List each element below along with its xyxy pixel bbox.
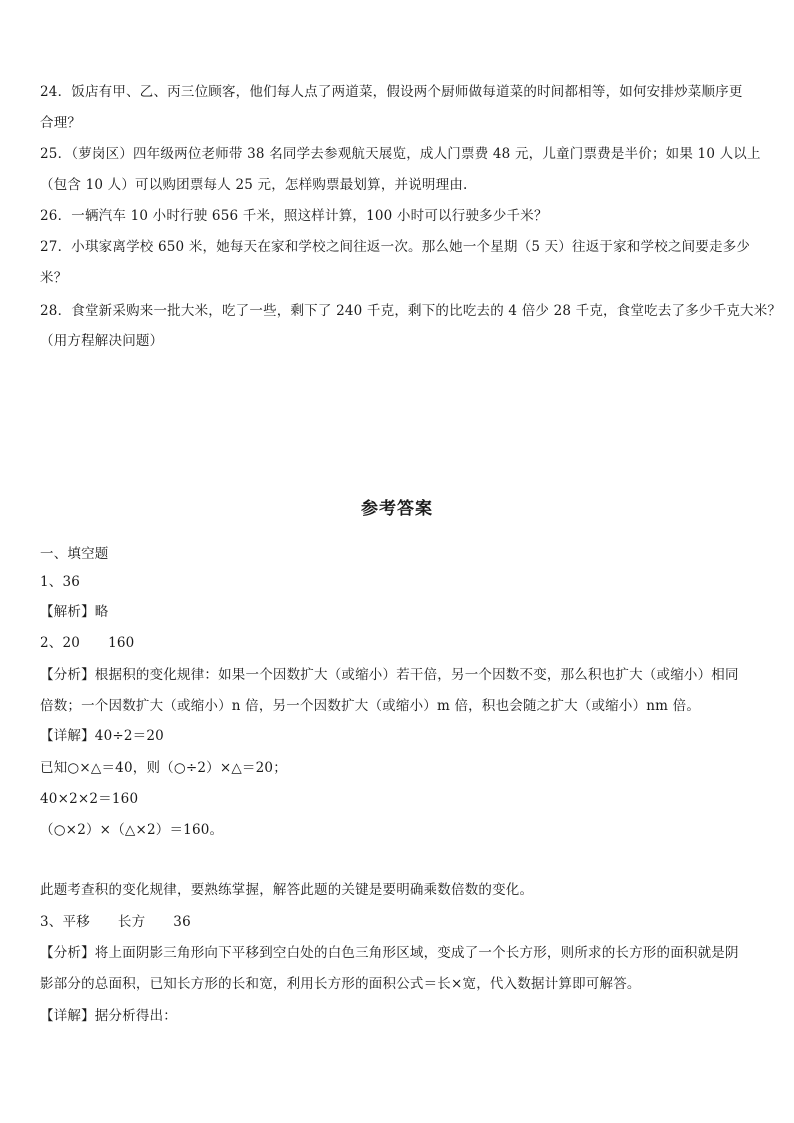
answer-key-title: 参考答案 <box>361 499 433 519</box>
answer-2-detail-line-4: （○×2）×（△×2）＝160。 <box>40 822 224 838</box>
answer-2-detail-line-3: 40×2×2＝160 <box>40 791 139 807</box>
answer-2-value-2: 160 <box>108 635 135 651</box>
answer-1-analysis: 【解析】略 <box>40 604 109 620</box>
question-25-line-1: 25．（萝岗区）四年级两位老师带 38 名同学去参观航天展览，成人门票费 48 元，儿童门票费是半价；如果 10 人以上 <box>40 146 761 162</box>
answer-2-detail-line-2: 已知○×△＝40，则（○÷2）×△＝20； <box>40 760 287 776</box>
answer-3-analysis-line-2: 影部分的总面积，已知长方形的长和宽，利用长方形的面积公式＝长×宽，代入数据计算即可解答。 <box>40 976 641 992</box>
question-28-line-2: （用方程解决问题） <box>40 333 164 349</box>
answer-3-label <box>40 913 760 931</box>
answer-3-value-2: 长方 <box>117 914 146 930</box>
question-27-line-1: 27．小琪家离学校 650 米，她每天在家和学校之间往返一次。那么她一个星期（5 天）往返于家和学校之间要走多少 <box>40 239 751 255</box>
question-27-line-2: 米？ <box>40 270 68 286</box>
answer-1-label: 1、36 <box>40 574 81 590</box>
answer-2-label <box>40 634 760 652</box>
question-26-line-1: 26．一辆汽车 10 小时行驶 656 千米，照这样计算，100 小时可以行驶多少千米？ <box>40 208 548 224</box>
answer-2-analysis-line-2: 倍数；一个因数扩大（或缩小）n 倍，另一个因数扩大（或缩小）m 倍，积也会随之扩大（或缩小）nm 倍。 <box>40 698 701 714</box>
answer-2-analysis-line-1: 【分析】根据积的变化规律：如果一个因数扩大（或缩小）若干倍，另一个因数不变，那么积也扩大（或缩小）相同 <box>40 667 739 683</box>
question-24-line-1: 24．饭店有甲、乙、丙三位顾客，他们每人点了两道菜，假设两个厨师做每道菜的时间都相等，如何安排炒菜顺序更 <box>40 84 743 100</box>
answer-2-detail-line-1: 【详解】40÷2＝20 <box>40 728 164 744</box>
question-25-line-2: （包含 10 人）可以购团票每人 25 元，怎样购票最划算，并说明理由. <box>40 177 468 193</box>
answer-2-summary: 此题考查积的变化规律，要熟练掌握，解答此题的关键是要明确乘数倍数的变化。 <box>40 882 534 898</box>
answer-3-detail-line-1: 【详解】据分析得出： <box>40 1008 177 1024</box>
answer-2-value-1: 2、20 <box>40 635 81 651</box>
answer-3-value-1: 3、平移 <box>40 914 90 930</box>
question-24-line-2: 合理？ <box>40 115 82 131</box>
answer-3-value-3: 36 <box>173 914 191 930</box>
section-fill-in-blank: 一、填空题 <box>40 546 109 562</box>
question-28-line-1: 28．食堂新采购来一批大米，吃了一些，剩下了 240 千克，剩下的比吃去的 4 倍少 28 千克，食堂吃去了多少千克大米？ <box>40 303 782 319</box>
answer-3-analysis-line-1: 【分析】将上面阴影三角形向下平移到空白处的白色三角形区域，变成了一个长方形，则所求的长方形的面积就是阴 <box>40 945 739 961</box>
